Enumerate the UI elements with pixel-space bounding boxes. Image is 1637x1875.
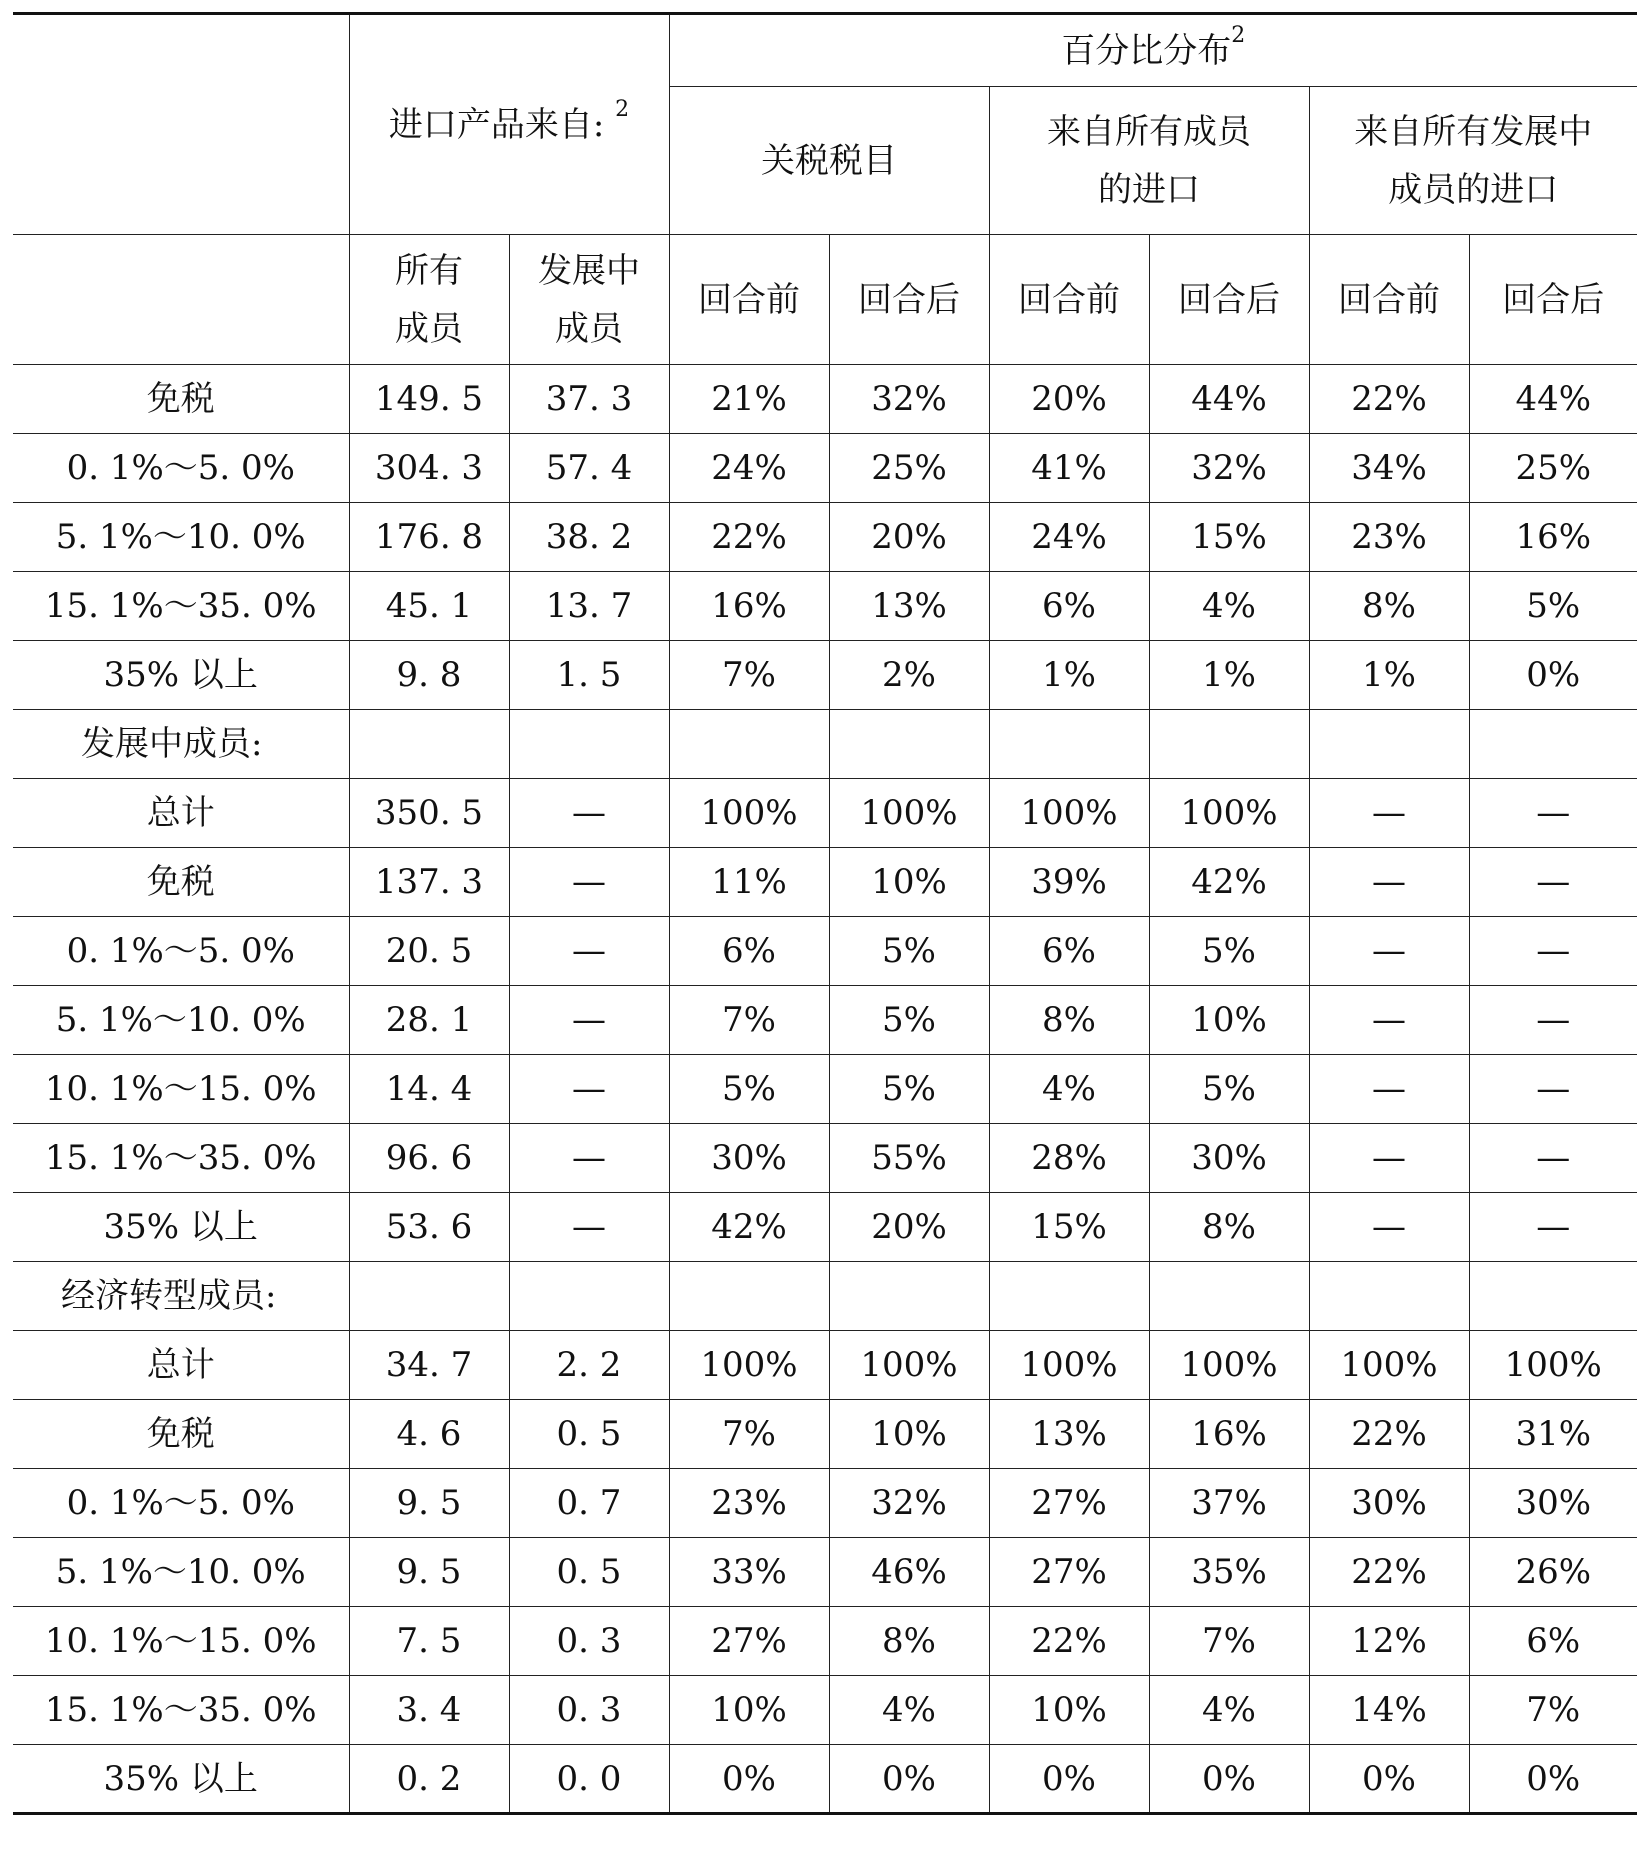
header-from-all-members: 来自所有成员 的进口 — [989, 87, 1309, 235]
table-row — [13, 1745, 1637, 1814]
data-cell — [829, 1262, 989, 1331]
data-cell: 0% — [1469, 641, 1637, 710]
data-cell: 34% — [1309, 434, 1469, 503]
row-label: 35% 以上 — [13, 1193, 349, 1262]
data-cell: 0% — [829, 1745, 989, 1814]
data-cell: 1% — [989, 641, 1149, 710]
data-cell: — — [1469, 779, 1637, 848]
data-cell: 13% — [989, 1400, 1149, 1469]
row-label: 经济转型成员: — [13, 1262, 349, 1331]
data-cell: 3. 4 — [349, 1676, 509, 1745]
data-cell: 0. 3 — [509, 1607, 669, 1676]
table-row — [13, 1262, 1637, 1331]
table-row — [13, 1124, 1637, 1193]
data-cell: 34. 7 — [349, 1331, 509, 1400]
data-cell: 21% — [669, 365, 829, 434]
data-cell: 28% — [989, 1124, 1149, 1193]
data-cell — [669, 1262, 829, 1331]
data-cell: 23% — [669, 1469, 829, 1538]
data-cell: 10% — [669, 1676, 829, 1745]
data-cell: 45. 1 — [349, 572, 509, 641]
data-cell: 10% — [1149, 986, 1309, 1055]
data-cell: 100% — [1469, 1331, 1637, 1400]
header-tariff-lines: 关税税目 — [669, 87, 989, 235]
data-cell: — — [1469, 1055, 1637, 1124]
data-cell: 20. 5 — [349, 917, 509, 986]
data-cell: 39% — [989, 848, 1149, 917]
data-cell — [1469, 710, 1637, 779]
data-cell: — — [1469, 848, 1637, 917]
data-cell: 6% — [989, 572, 1149, 641]
data-cell: 0. 2 — [349, 1745, 509, 1814]
header-imports-from: 进口产品来自: $^2$ — [349, 14, 669, 235]
data-cell — [1149, 1262, 1309, 1331]
data-cell: 350. 5 — [349, 779, 509, 848]
data-cell: 100% — [1309, 1331, 1469, 1400]
data-cell: 4% — [1149, 1676, 1309, 1745]
data-cell: 27% — [989, 1538, 1149, 1607]
data-cell: 53. 6 — [349, 1193, 509, 1262]
table-row — [13, 1331, 1637, 1400]
data-cell: 0. 5 — [509, 1400, 669, 1469]
row-label: 免税 — [13, 848, 349, 917]
data-cell: 5% — [1469, 572, 1637, 641]
data-cell: 5% — [829, 1055, 989, 1124]
data-cell: 4% — [829, 1676, 989, 1745]
table-row — [13, 710, 1637, 779]
data-cell: 10% — [989, 1676, 1149, 1745]
data-cell: 6% — [989, 917, 1149, 986]
data-cell: 0% — [1469, 1745, 1637, 1814]
data-cell — [1309, 710, 1469, 779]
data-cell: 20% — [989, 365, 1149, 434]
data-cell: 6% — [1469, 1607, 1637, 1676]
data-cell: 5% — [669, 1055, 829, 1124]
data-cell: 11% — [669, 848, 829, 917]
data-cell: — — [1309, 1193, 1469, 1262]
data-cell — [829, 710, 989, 779]
data-cell: 7% — [669, 641, 829, 710]
data-cell: 10% — [829, 1400, 989, 1469]
header-after: 回合后 — [829, 235, 989, 365]
data-cell: — — [1309, 1055, 1469, 1124]
data-cell: 100% — [1149, 1331, 1309, 1400]
data-cell: 13. 7 — [509, 572, 669, 641]
data-cell: 100% — [829, 779, 989, 848]
table-row — [13, 986, 1637, 1055]
header-before: 回合前 — [1309, 235, 1469, 365]
header-blank-cell — [13, 14, 349, 235]
data-cell: 55% — [829, 1124, 989, 1193]
header-after: 回合后 — [1149, 235, 1309, 365]
table-row — [13, 848, 1637, 917]
data-cell: 7% — [669, 1400, 829, 1469]
data-cell: 7% — [669, 986, 829, 1055]
row-label: 总计 — [13, 779, 349, 848]
data-cell: — — [509, 1055, 669, 1124]
data-cell: — — [509, 917, 669, 986]
data-cell: 16% — [669, 572, 829, 641]
data-cell: 32% — [829, 1469, 989, 1538]
table-row — [13, 917, 1637, 986]
data-cell: — — [509, 1193, 669, 1262]
data-cell: 42% — [1149, 848, 1309, 917]
footnote-marker: 2 — [1231, 22, 1246, 48]
data-cell: 6% — [669, 917, 829, 986]
data-cell: 5% — [1149, 917, 1309, 986]
row-label: 5. 1%～10. 0% — [13, 503, 349, 572]
data-cell: 24% — [669, 434, 829, 503]
data-cell: — — [509, 1124, 669, 1193]
data-cell: 0% — [989, 1745, 1149, 1814]
data-cell: — — [1309, 848, 1469, 917]
data-cell: — — [509, 779, 669, 848]
data-cell: 8% — [1149, 1193, 1309, 1262]
row-label: 5. 1%～10. 0% — [13, 1538, 349, 1607]
header-row-1 — [13, 14, 1637, 87]
data-cell: 0. 3 — [509, 1676, 669, 1745]
data-cell: 28. 1 — [349, 986, 509, 1055]
data-cell: 20% — [829, 503, 989, 572]
row-label: 发展中成员: — [13, 710, 349, 779]
table-row — [13, 1676, 1637, 1745]
data-cell: 0% — [1309, 1745, 1469, 1814]
data-cell: 14. 4 — [349, 1055, 509, 1124]
data-cell: 20% — [829, 1193, 989, 1262]
data-cell: — — [1469, 986, 1637, 1055]
data-cell: 30% — [1309, 1469, 1469, 1538]
data-cell: 2. 2 — [509, 1331, 669, 1400]
data-cell: 10% — [829, 848, 989, 917]
data-cell: 9. 5 — [349, 1469, 509, 1538]
data-cell: 4% — [989, 1055, 1149, 1124]
data-cell: — — [1309, 1124, 1469, 1193]
data-cell: 9. 5 — [349, 1538, 509, 1607]
data-cell — [509, 710, 669, 779]
data-cell: 30% — [1149, 1124, 1309, 1193]
row-label: 免税 — [13, 365, 349, 434]
header-blank-cell — [13, 235, 349, 365]
data-cell: — — [1469, 917, 1637, 986]
data-cell — [989, 1262, 1149, 1331]
data-cell: 5% — [829, 986, 989, 1055]
table-row — [13, 779, 1637, 848]
data-cell: 8% — [989, 986, 1149, 1055]
data-cell: 25% — [1469, 434, 1637, 503]
data-cell: 46% — [829, 1538, 989, 1607]
data-cell — [349, 1262, 509, 1331]
data-cell: — — [509, 986, 669, 1055]
data-cell: 4. 6 — [349, 1400, 509, 1469]
row-label: 10. 1%～15. 0% — [13, 1607, 349, 1676]
data-cell: 22% — [669, 503, 829, 572]
data-cell: 7. 5 — [349, 1607, 509, 1676]
data-cell: 0. 7 — [509, 1469, 669, 1538]
data-cell: 27% — [669, 1607, 829, 1676]
table-row — [13, 1607, 1637, 1676]
data-cell: — — [1309, 779, 1469, 848]
data-cell: 8% — [829, 1607, 989, 1676]
data-cell: 27% — [989, 1469, 1149, 1538]
data-cell: 4% — [1149, 572, 1309, 641]
data-cell: 96. 6 — [349, 1124, 509, 1193]
data-cell: 9. 8 — [349, 641, 509, 710]
data-cell: 2% — [829, 641, 989, 710]
data-cell: 32% — [1149, 434, 1309, 503]
data-cell: 137. 3 — [349, 848, 509, 917]
data-cell: 14% — [1309, 1676, 1469, 1745]
data-cell: 16% — [1149, 1400, 1309, 1469]
data-cell: 30% — [1469, 1469, 1637, 1538]
data-cell — [1149, 710, 1309, 779]
table-row — [13, 434, 1637, 503]
data-cell: 16% — [1469, 503, 1637, 572]
table-row — [13, 1055, 1637, 1124]
data-cell: 37% — [1149, 1469, 1309, 1538]
row-label: 10. 1%～15. 0% — [13, 1055, 349, 1124]
data-cell: — — [1469, 1193, 1637, 1262]
data-cell: 149. 5 — [349, 365, 509, 434]
data-cell: 23% — [1309, 503, 1469, 572]
row-label: 15. 1%～35. 0% — [13, 572, 349, 641]
data-cell: 26% — [1469, 1538, 1637, 1607]
header-after: 回合后 — [1469, 235, 1637, 365]
data-cell: 0% — [1149, 1745, 1309, 1814]
header-row-3 — [13, 235, 1637, 365]
data-cell: 38. 2 — [509, 503, 669, 572]
data-cell: 1% — [1149, 641, 1309, 710]
header-pct-distribution: 百分比分布$^2$ — [669, 14, 1637, 87]
data-cell: 1. 5 — [509, 641, 669, 710]
data-cell — [989, 710, 1149, 779]
data-cell: 7% — [1469, 1676, 1637, 1745]
tariff-distribution-table — [13, 12, 1637, 1815]
row-label: 35% 以上 — [13, 641, 349, 710]
data-cell: 44% — [1149, 365, 1309, 434]
data-cell: 22% — [1309, 365, 1469, 434]
data-cell: 22% — [989, 1607, 1149, 1676]
data-cell — [509, 1262, 669, 1331]
data-cell: 176. 8 — [349, 503, 509, 572]
data-cell: 8% — [1309, 572, 1469, 641]
data-cell: 100% — [1149, 779, 1309, 848]
data-cell: 30% — [669, 1124, 829, 1193]
data-cell: 32% — [829, 365, 989, 434]
table-row — [13, 1469, 1637, 1538]
data-cell: 100% — [989, 779, 1149, 848]
data-cell: — — [1309, 986, 1469, 1055]
data-cell: 15% — [989, 1193, 1149, 1262]
table-row — [13, 365, 1637, 434]
header-from-dev-members: 来自所有发展中 成员的进口 — [1309, 87, 1637, 235]
table-row — [13, 1538, 1637, 1607]
row-label: 15. 1%～35. 0% — [13, 1124, 349, 1193]
row-label: 免税 — [13, 1400, 349, 1469]
data-cell: 22% — [1309, 1538, 1469, 1607]
data-cell: 100% — [669, 779, 829, 848]
data-cell — [1309, 1262, 1469, 1331]
data-cell: 5% — [1149, 1055, 1309, 1124]
data-cell: 5% — [829, 917, 989, 986]
row-label: 总计 — [13, 1331, 349, 1400]
row-label: 0. 1%～5. 0% — [13, 1469, 349, 1538]
row-label: 0. 1%～5. 0% — [13, 434, 349, 503]
data-cell: — — [509, 848, 669, 917]
data-cell: 42% — [669, 1193, 829, 1262]
data-cell — [349, 710, 509, 779]
data-cell: 25% — [829, 434, 989, 503]
header-dev-members: 发展中 成员 — [509, 235, 669, 365]
table-row — [13, 1400, 1637, 1469]
table-row — [13, 1193, 1637, 1262]
data-cell — [1469, 1262, 1637, 1331]
data-cell: 0% — [669, 1745, 829, 1814]
footnote-marker: 2 — [615, 96, 630, 122]
data-cell: 22% — [1309, 1400, 1469, 1469]
data-cell: 24% — [989, 503, 1149, 572]
table-row — [13, 572, 1637, 641]
data-cell: 33% — [669, 1538, 829, 1607]
data-cell: 304. 3 — [349, 434, 509, 503]
row-label: 5. 1%～10. 0% — [13, 986, 349, 1055]
header-all-members: 所有 成员 — [349, 235, 509, 365]
data-cell: 7% — [1149, 1607, 1309, 1676]
data-cell: 37. 3 — [509, 365, 669, 434]
data-cell: 15% — [1149, 503, 1309, 572]
data-cell: 100% — [989, 1331, 1149, 1400]
data-cell: — — [1469, 1124, 1637, 1193]
table-row — [13, 641, 1637, 710]
data-cell: 0. 0 — [509, 1745, 669, 1814]
row-label: 15. 1%～35. 0% — [13, 1676, 349, 1745]
row-label: 35% 以上 — [13, 1745, 349, 1814]
data-cell: 57. 4 — [509, 434, 669, 503]
data-cell: 12% — [1309, 1607, 1469, 1676]
table-row — [13, 503, 1637, 572]
row-label: 0. 1%～5. 0% — [13, 917, 349, 986]
data-cell: 41% — [989, 434, 1149, 503]
data-cell: 100% — [669, 1331, 829, 1400]
header-before: 回合前 — [669, 235, 829, 365]
data-cell: — — [1309, 917, 1469, 986]
data-cell: 31% — [1469, 1400, 1637, 1469]
header-before: 回合前 — [989, 235, 1149, 365]
data-cell: 0. 5 — [509, 1538, 669, 1607]
data-cell: 1% — [1309, 641, 1469, 710]
data-cell: 100% — [829, 1331, 989, 1400]
data-cell — [669, 710, 829, 779]
data-cell: 35% — [1149, 1538, 1309, 1607]
data-cell: 13% — [829, 572, 989, 641]
tariff-table-container — [13, 12, 1637, 1815]
data-cell: 44% — [1469, 365, 1637, 434]
